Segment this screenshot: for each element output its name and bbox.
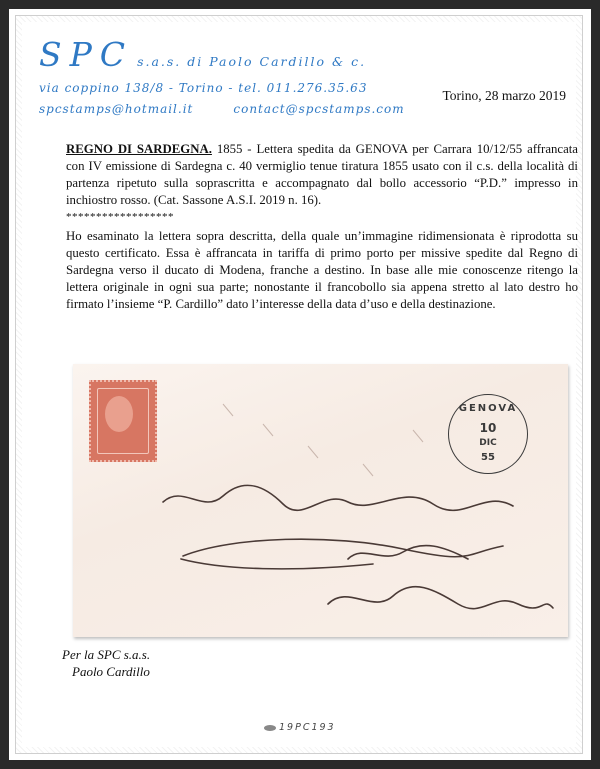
certificate-page — [9, 9, 591, 760]
company-email-1: spcstamps@hotmail.it — [39, 102, 194, 116]
postmark-city: GENOVA — [458, 403, 518, 414]
postmark-day: 10 — [479, 421, 497, 435]
certificate-description: 1855 - Lettera spedita da GENOVA per Carrara 10/12/55 affrancata con IV emissione di Sardegna c. 40 vermiglio tenue tiratura 1855 usato con il c.s. della località di partenza ripetuto sulla soprascritta e accompagnato dal bollo accessorio “P.D.” impresso in inchiostro rosso. (Cat. Sassone A.S.I. 2019 n. 16). — [66, 142, 578, 207]
logo-company-name: s.a.s. di Paolo Cardillo & c. — [137, 54, 367, 69]
description-paragraph — [66, 141, 578, 209]
serial-ornament-left — [264, 725, 276, 731]
company-logo — [39, 35, 366, 74]
postmark-month: DIC — [479, 438, 497, 448]
company-address: via coppino 138/8 - Torino - tel. 011.276.35.63 — [39, 81, 368, 95]
genova-postmark — [448, 394, 528, 474]
logo-spc: SPC — [39, 35, 134, 74]
serial-text: 19PC193 — [279, 722, 336, 733]
signature-company: Per la SPC s.a.s. — [62, 647, 151, 662]
company-email-2: contact@spcstamps.com — [233, 102, 405, 116]
star-separator: ****************** — [66, 211, 174, 223]
letter-image — [73, 364, 568, 637]
signature-name: Paolo Cardillo — [72, 664, 150, 679]
certificate-date: Torino, 28 marzo 2019 — [442, 88, 566, 103]
postmark-year: 55 — [481, 452, 495, 463]
serial-number — [261, 722, 336, 733]
certificate-title: REGNO DI SARDEGNA. — [66, 142, 212, 156]
opinion-paragraph: Ho esaminato la lettera sopra descritta, della quale un’immagine ridimensionata è riprodotta su questo certificato. Essa è affrancata in tariffa di primo porto per missive spedite dal Regno di Sardegna verso il ducato di Modena, franche a destino. In base alle mie conoscenze ritengo la lettera originale in ogni sua parte; nonostante il francobollo sia appena stretto al lato destro ho firmato l’insieme “P. Cardillo” dato l’interesse della data d’uso e della destinazione. — [66, 229, 578, 311]
stamp-40c-vermilion — [89, 380, 157, 462]
company-emails — [39, 102, 405, 116]
certificate-text — [66, 141, 578, 313]
